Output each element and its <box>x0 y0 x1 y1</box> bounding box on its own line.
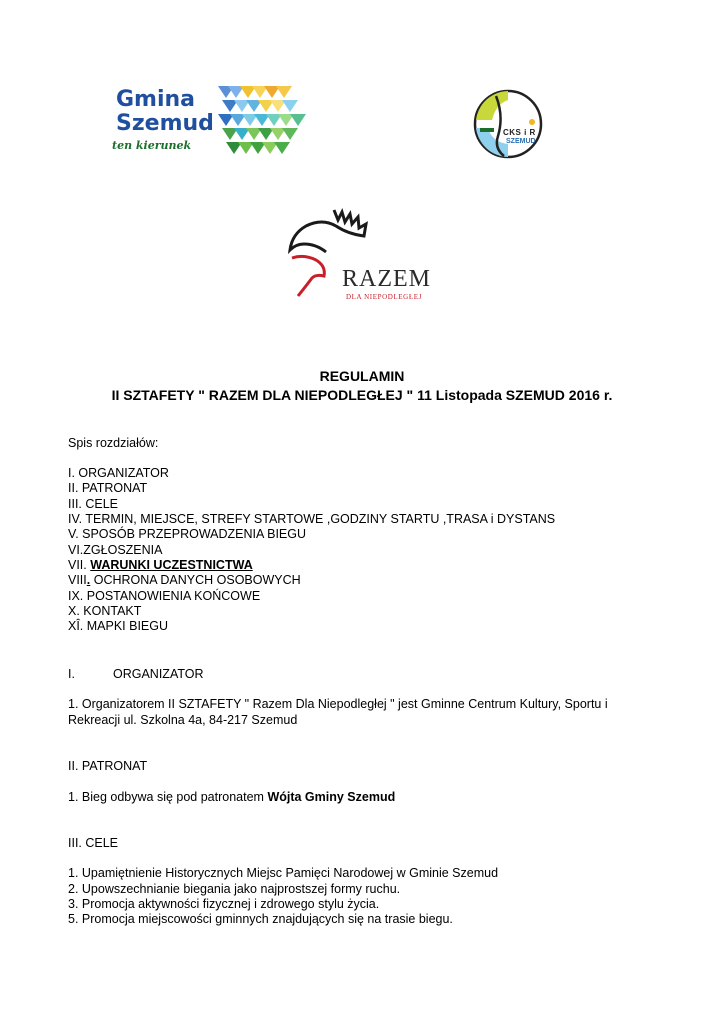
patronat-paragraph-text: 1. Bieg odbywa się pod patronatem <box>68 790 268 804</box>
toc-item-8 <box>68 573 301 588</box>
toc-heading: Spis rozdziałów: <box>68 436 159 450</box>
toc-item-3: III. CELE <box>68 497 119 511</box>
organizator-paragraph-line2: Rekreacji ul. Szkolna 4a, 84-217 Szemud <box>68 713 298 727</box>
organizator-paragraph-line1: 1. Organizatorem II SZTAFETY " Razem Dla Niepodległej " jest Gminne Centrum Kultury, Sportu i <box>68 697 608 711</box>
toc-item-9: IX. POSTANOWIENIA KOŃCOWE <box>68 589 261 603</box>
toc-item-8-dot: . <box>86 573 91 587</box>
toc-item-8-prefix: VIII <box>68 573 87 587</box>
document-subtitle: II SZTAFETY " RAZEM DLA NIEPODLEGŁEJ " 11 Listopada SZEMUD 2016 r. <box>111 387 613 403</box>
cksir-logo-line2: SZEMUD <box>506 138 536 145</box>
toc-item-10: X. KONTAKT <box>68 604 142 618</box>
gmina-logo-line1: Gmina <box>116 87 196 112</box>
toc-item-7-emphasis: WARUNKI UCZESTNICTWA <box>90 558 253 572</box>
section-organizator-title: ORGANIZATOR <box>113 667 204 681</box>
toc-item-8-text: OCHRONA DANYCH OSOBOWYCH <box>90 573 301 587</box>
toc-item-5: V. SPOSÓB PRZEPROWADZENIA BIEGU <box>68 527 307 541</box>
razem-logo-subtitle: DLA NIEPODLEGŁEJ <box>346 293 422 301</box>
section-cele-title: III. CELE <box>68 836 119 850</box>
cele-item-2: 2. Upowszechnianie biegania jako najprostszej formy ruchu. <box>68 882 401 896</box>
cele-item-3: 3. Promocja aktywności fizycznej i zdrowego stylu życia. <box>68 897 380 911</box>
toc-item-7-prefix: VII. <box>68 558 91 572</box>
cele-item-4: 5. Promocja miejscowości gminnych znajdujących się na trasie biegu. <box>68 912 453 926</box>
patronat-paragraph-emphasis: Wójta Gminy Szemud <box>267 790 396 804</box>
gmina-logo-line2: Szemud <box>116 111 214 136</box>
section-organizator-number: I. <box>68 667 75 681</box>
cksir-szemud-logo <box>470 86 550 166</box>
cksir-logo-line1: CKS i R <box>503 128 536 137</box>
toc-item-7 <box>68 558 253 573</box>
section-patronat-title: II. PATRONAT <box>68 759 148 773</box>
toc-item-11: XÎ. MAPKI BIEGU <box>68 619 169 633</box>
razem-dla-niepodleglej-logo <box>276 204 456 304</box>
cksir-emblem-icon <box>470 86 550 166</box>
patronat-paragraph <box>68 790 395 805</box>
toc-item-6: VI.ZGŁOSZENIA <box>68 543 163 557</box>
razem-logo-word: RAZEM <box>342 266 431 292</box>
triangle-mosaic-icon <box>218 86 310 160</box>
toc-item-1: I. ORGANIZATOR <box>68 466 169 480</box>
cele-item-1: 1. Upamiętnienie Historycznych Miejsc Pamięci Narodowej w Gminie Szemud <box>68 866 499 880</box>
gmina-logo-tagline: ten kierunek <box>112 139 192 152</box>
gmina-szemud-logo <box>108 84 308 162</box>
document-title: REGULAMIN <box>319 368 405 384</box>
toc-item-4: IV. TERMIN, MIEJSCE, STREFY STARTOWE ,GODZINY STARTU ,TRASA i DYSTANS <box>68 512 556 526</box>
toc-item-2: II. PATRONAT <box>68 481 148 495</box>
